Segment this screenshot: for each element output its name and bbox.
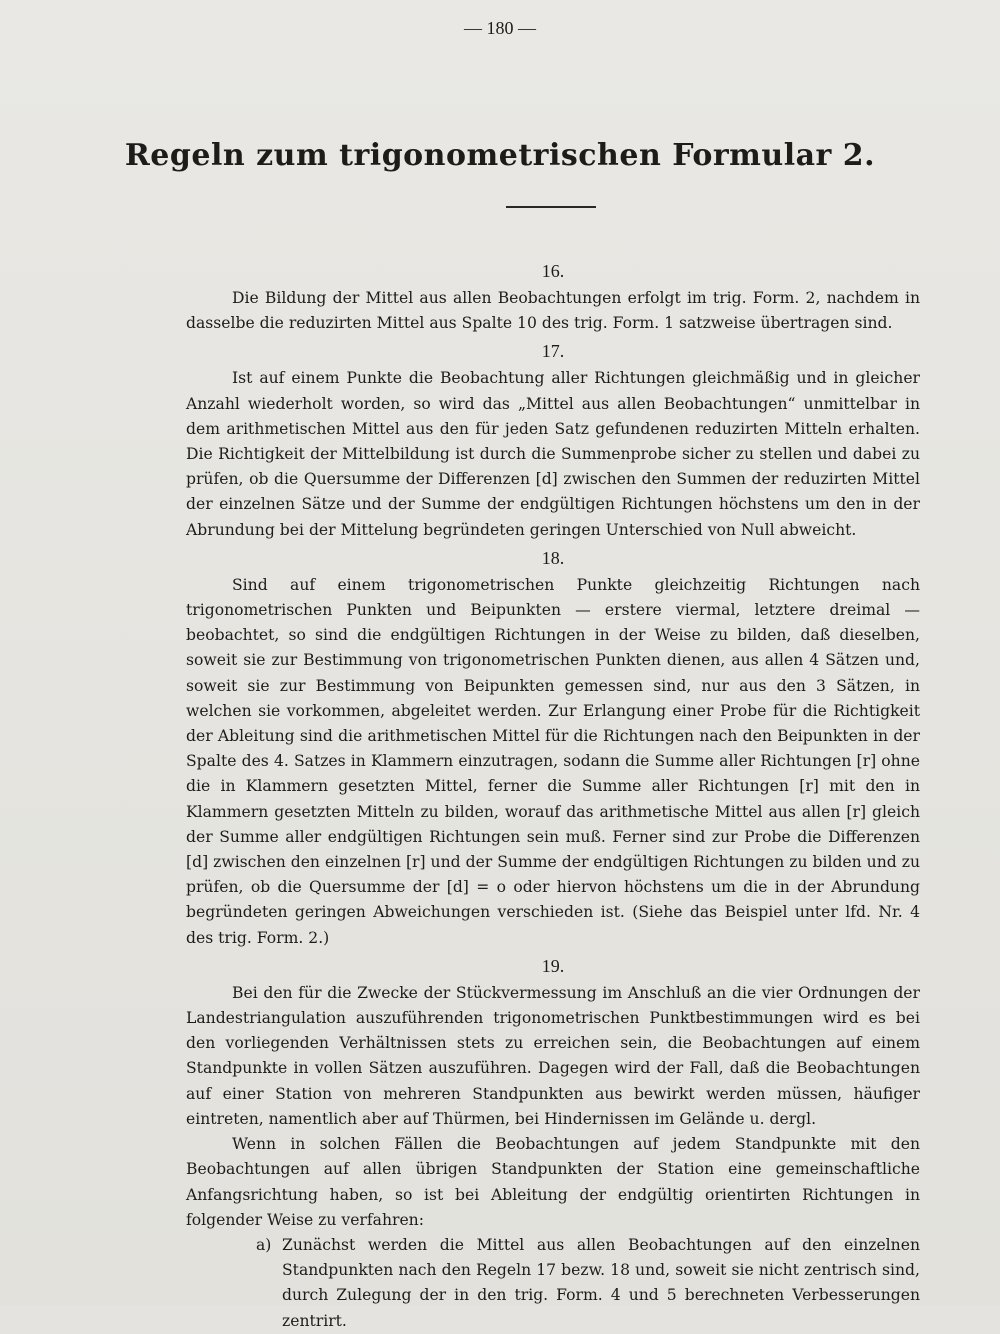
page-number: — 180 —: [464, 18, 536, 38]
section-number: 18.: [541, 547, 565, 568]
list-marker: a): [256, 1235, 272, 1254]
page-title: Regeln zum trigonometrischen Formular 2.: [124, 138, 876, 173]
list-item-text: Zunächst werden die Mittel aus allen Beobachtungen auf den einzelnen Standpunkten nach den Regeln 17 bezw. 18 und, soweit sie nicht zentrisch sind, durch Zulegung der in den trig. Form. 4 und 5 berechneten Verbesserungen zentrirt.: [282, 1235, 920, 1330]
section-number: 17.: [541, 341, 565, 362]
title-divider: [506, 206, 596, 208]
paragraph: Bei den für die Zwecke der Stückvermessung im Anschluß an die vier Ordnungen der Landestriangulation auszuführenden trigonometrischen Punktbestimmungen wird es bei den vorliegenden Verhältnissen stets zu erreichen sein, die Beobachtungen auf einem Standpunkte in vollen Sätzen auszuführen. Dagegen wird der Fall, daß die Beobachtungen auf einer Station von mehreren Standpunkten aus bewirkt werden müssen, häufiger eintreten, namentlich aber auf Thürmen, bei Hindernissen im Gelände u. dergl.: [186, 983, 920, 1128]
paragraph: Wenn in solchen Fällen die Beobachtungen auf jedem Standpunkte mit den Beobachtungen auf allen übrigen Standpunkten der Station eine gemeinschaftliche Anfangsrichtung haben, so ist bei Ableitung der endgültig orientirten Richtungen in folgender Weise zu verfahren:: [186, 1135, 920, 1229]
paragraph: Ist auf einem Punkte die Beobachtung aller Richtungen gleichmäßig und in gleicher Anzahl wiederholt worden, so wird das „Mittel aus allen Beobachtungen“ unmittelbar in dem arithmetischen Mittel aus den für jeden Satz gefundenen reduzirten Mitteln erhalten. Die Richtigkeit der Mittelbildung ist durch die Summenprobe sicher zu stellen und dabei zu prüfen, ob die Quersumme der Differenzen [d] zwischen den Summen der reduzirten Mittel der einzelnen Sätze und der Summe der endgültigen Richtungen höchstens um den in der Abrundung bei der Mittelung begründeten geringen Unterschied von Null abweicht.: [186, 369, 920, 539]
paragraph: Die Bildung der Mittel aus allen Beobachtungen erfolgt im trig. Form. 2, nachdem in dasselbe die reduzirten Mittel aus Spalte 10 des trig. Form. 1 satzweise übertragen sind.: [186, 289, 920, 333]
section-number: 19.: [541, 955, 565, 976]
document-body: [186, 256, 920, 1334]
paragraph: Sind auf einem trigonometrischen Punkte gleichzeitig Richtungen nach trigonometrischen Punkten und Beipunkten — erstere viermal, letztere dreimal — beobachtet, so sind die endgültigen Richtungen in der Weise zu bilden, daß dieselben, soweit sie zur Bestimmung von trigonometrischen Punkten dienen, aus allen 4 Sätzen und, soweit sie zur Bestimmung von Beipunkten gemessen sind, nur aus den 3 Sätzen, in welchen sie vorkommen, abgeleitet werden. Zur Erlangung einer Probe für die Richtigkeit der Ableitung sind die arithmetischen Mittel für die Richtungen nach den Beipunkten in der Spalte des 4. Satzes in Klammern einzutragen, sodann die Summe aller Richtungen [r] ohne die in Klammern gesetzten Mittel, ferner die Summe aller Richtungen [r] mit den in Klammern gesetzten Mitteln zu bilden, worauf das arithmetische Mittel aus allen [r] gleich der Summe aller endgültigen Richtungen sein muß. Ferner sind zur Probe die Differenzen [d] zwischen den einzelnen [r] und der Summe der endgültigen Richtungen zu bilden und zu prüfen, ob die Quersumme der [d] = o oder hiervon höchstens um die in der Abrundung begründeten geringen Abweichungen verschieden ist. (Siehe das Beispiel unter lfd. Nr. 4 des trig. Form. 2.): [186, 575, 920, 947]
section-number: 16.: [541, 261, 565, 281]
list-item: [186, 1233, 920, 1334]
